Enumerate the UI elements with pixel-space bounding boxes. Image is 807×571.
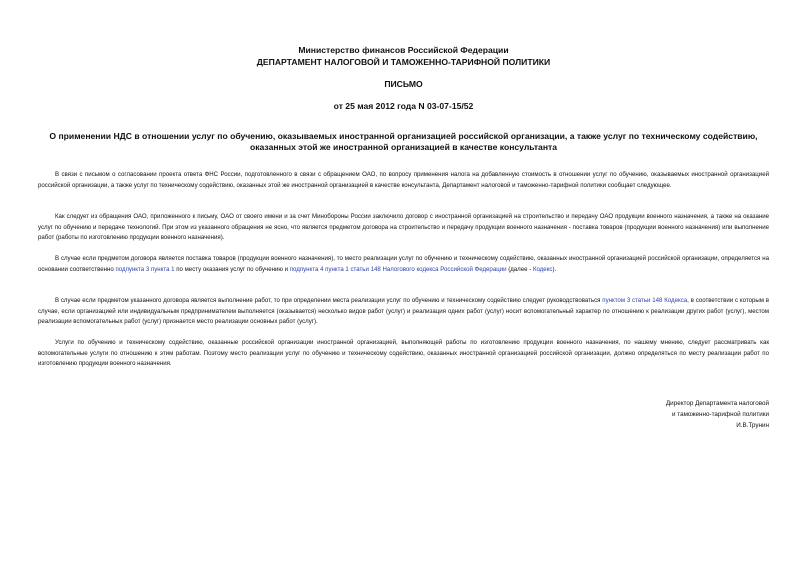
subject-line-2: оказанных этой же иностранной организацией в качестве консультанта — [249, 142, 557, 152]
paragraph-3-text-3: (далее - — [506, 265, 533, 273]
paragraph-3-text-2: по месту оказания услуг по обучению и — [174, 265, 290, 273]
signature-block — [519, 398, 769, 431]
paragraph-3-text-1: В случае если предметом договора является поставка товаров (продукции военного назначения), то место реализации услуг по обучению и техническому содействию, оказанных иностранной организацией российской организации, определяется на основании соответственно — [38, 255, 769, 273]
paragraph-4-text-2: , в соответствии с которым в случае, если организацией или индивидуальным предпринимателем выполняется (оказывается) несколько видов работ (услуг) и реализация одних работ (услуг) носит вспомогательный характер по отношению к реализации других работ (услуг), местом реализации вспомогательных работ (услуг) признается место реализации основных работ (услуг). — [38, 297, 769, 326]
paragraph-5: Услуги по обучению и техническому содействию, оказанные российской организации иностранной организацией, выполняющей работы по изготовлению продукции военного назначения, по нашему мнению, следует рассматривать как вспомогательные услуги по отношению к этим работам. Поэтому место реализации услуг по обучению и техническому содействию, оказанных иностранной организацией российской организации, должно определяться по месту реализации работ по изготовлению продукции военного назначения. — [38, 339, 769, 368]
paragraph-1: В связи с письмом о согласовании проекта ответа ФНС России, подготовленного в связи с обращением ОАО, по вопросу применения налога на добавленную стоимость в отношении услуг по обучению, оказываемых иностранной организацией российской организации, а также услуг по техническому содействию, оказанных этой же иностранной организацией в качестве консультанта, Департамент налоговой и таможенно-тарифной политики сообщает следующее. — [38, 171, 769, 189]
paragraph-3 — [38, 254, 769, 275]
paragraph-4 — [38, 296, 769, 328]
signature-name: И.В.Трунин — [736, 422, 769, 429]
link-kodeks[interactable]: Кодекс — [532, 265, 553, 273]
link-article-148-tax-code[interactable]: подпункта 4 пункта 1 статьи 148 Налогового кодекса Российской Федерации — [289, 265, 507, 273]
paragraph-3-text-4: ). — [552, 265, 557, 273]
link-point-3-article-148[interactable]: пунктом 3 статьи 148 Кодекса — [602, 297, 688, 304]
ministry-name: Министерство финансов Российской Федерации — [298, 45, 509, 55]
subject-line-1: О применении НДС в отношении услуг по обучению, оказываемых иностранной организацией российской организации, а также услуг по техническому содействию, — [49, 131, 758, 141]
department-name: ДЕПАРТАМЕНТ НАЛОГОВОЙ И ТАМОЖЕННО-ТАРИФНОЙ ПОЛИТИКИ — [256, 57, 551, 67]
document-type: ПИСЬМО — [384, 79, 423, 89]
paragraph-4-text-1: В случае если предметом указанного договора является выполнение работ, то при определении места реализации услуг по обучению и техническому содействию следует руководствоваться — [55, 297, 603, 304]
document-date-number: от 25 мая 2012 года N 03-07-15/52 — [333, 101, 474, 111]
paragraph-2: Как следует из обращения ОАО, приложенного к письму, ОАО от своего имени и за счет Минобороны России заключило договор с иностранной организацией на строительство и передачу ОАО продукции военного назначения, а также на оказание услуг по обучению и передаче технологий. При этом из указанного обращения не ясно, что является предметом договора на строительство и передачу продукции военного назначения - поставка товаров (продукции военного назначения) или выполнение работ (работы по изготовлению продукции военного назначения). — [38, 213, 769, 242]
signature-title-line-1: Директор Департамента налоговой — [665, 400, 769, 407]
link-subparagraph-3[interactable]: подпункта 3 пункта 1 — [115, 265, 175, 273]
signature-title-line-2: и таможенно-тарифной политики — [671, 411, 769, 418]
document-subject — [38, 131, 769, 153]
